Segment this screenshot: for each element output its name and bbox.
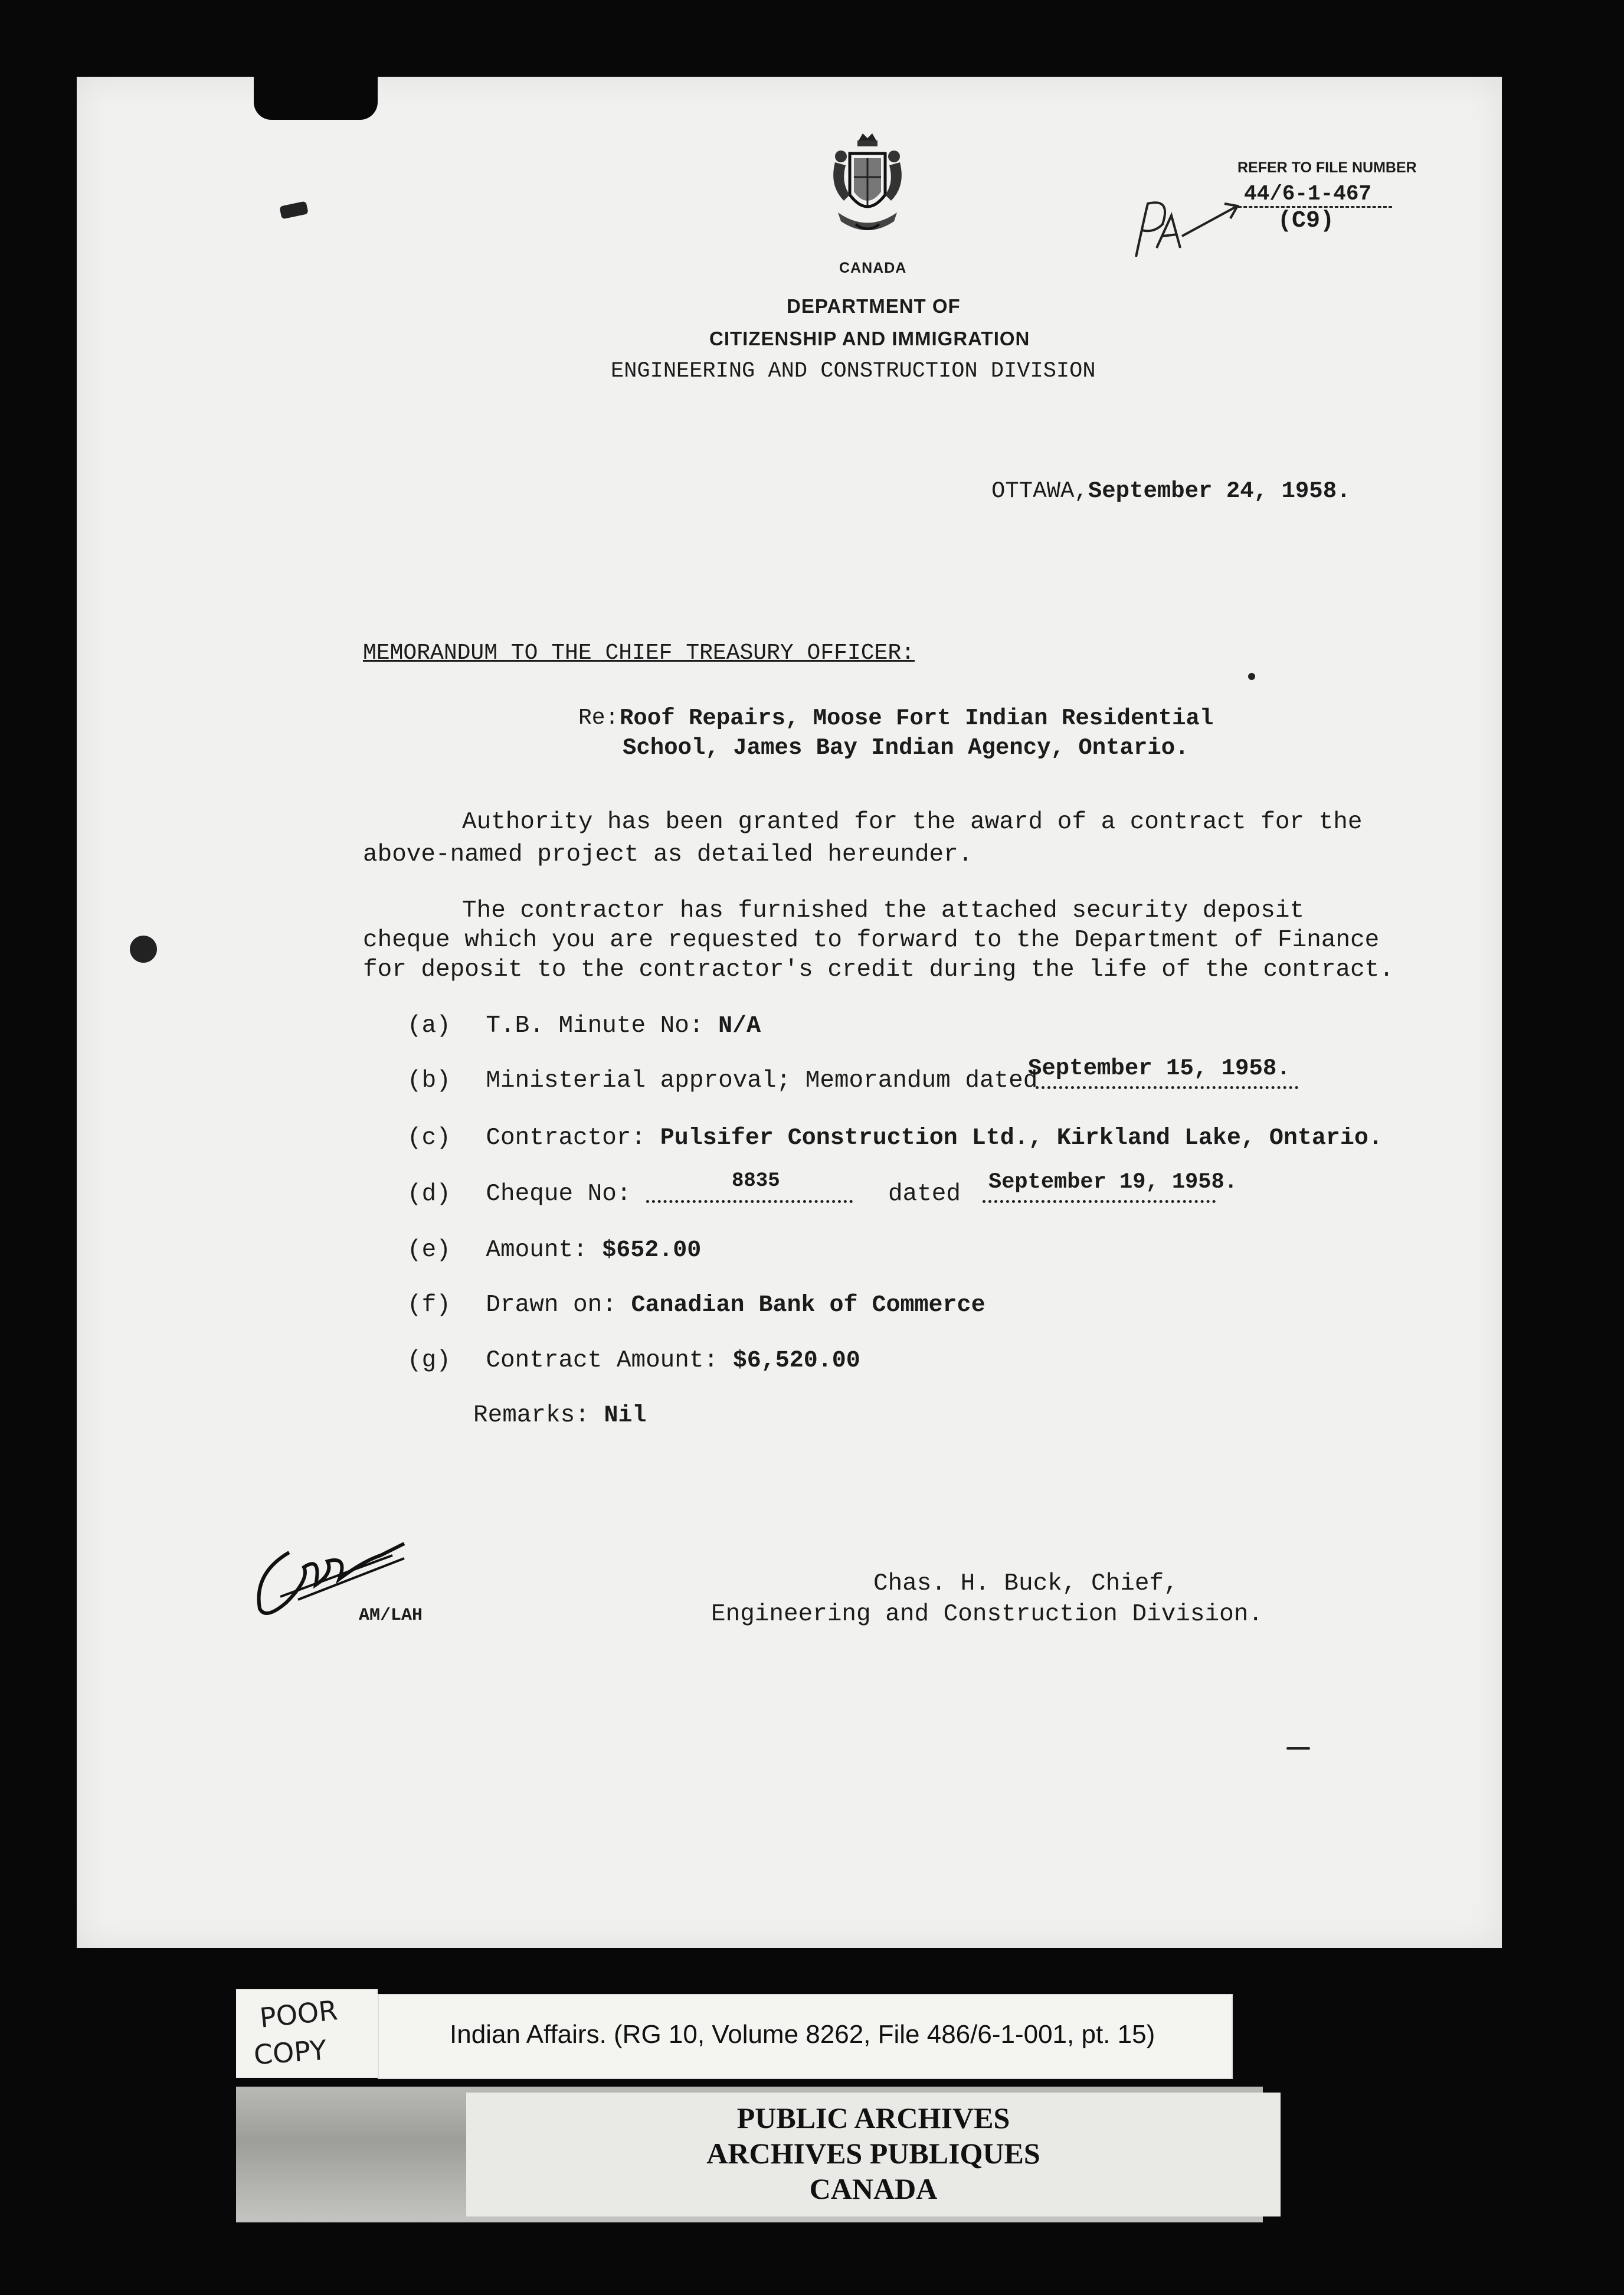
item-c-label: Contractor: [486,1124,646,1152]
item-d-marker: (d) [407,1181,451,1208]
letterhead-department-line2: CITIZENSHIP AND IMMIGRATION [709,328,1030,349]
item-f-label: Drawn on: [486,1292,617,1319]
poor-copy-line1: POOR [258,1994,339,2034]
re-label: Re: [578,705,619,731]
remarks-label: Remarks: [473,1402,590,1429]
date-place: OTTAWA, [991,478,1088,504]
scan-speck [130,936,157,963]
item-d-dated-label: dated [888,1181,961,1208]
item-b [407,1067,1037,1094]
coat-of-arms-icon [823,130,912,248]
stamp-line3: CANADA [809,2172,938,2205]
public-archives-stamp [466,2093,1281,2216]
handwritten-initials-pa [1130,192,1248,263]
memo-heading: MEMORANDUM TO THE CHIEF TREASURY OFFICER: [363,640,915,666]
item-c [407,1124,1383,1152]
scan-speck [279,201,309,219]
item-g-marker: (g) [407,1347,451,1374]
item-c-marker: (c) [407,1124,451,1152]
date-value: September 24, 1958. [1088,478,1351,504]
letterhead-department-line1: DEPARTMENT OF [787,295,961,317]
item-g-value: $6,520.00 [732,1348,860,1374]
item-g [407,1347,860,1374]
signatory-title: Engineering and Construction Division. [711,1601,1263,1628]
item-b-value: September 15, 1958. [1028,1055,1291,1081]
file-ref-suffix: (C9) [1278,208,1335,234]
poor-copy-note [236,1989,378,2078]
item-a-value: N/A [718,1013,761,1039]
archive-reference-text: Indian Affairs. (RG 10, Volume 8262, File 486/6-1-001, pt. 15) [450,2020,1155,2049]
typist-initials: AM/LAH [359,1606,423,1626]
para2-line2: cheque which you are requested to forward to the Department of Finance [363,927,1380,954]
item-b-marker: (b) [407,1067,451,1094]
stamp-line1: PUBLIC ARCHIVES [736,2101,1010,2134]
item-a-label: T.B. Minute No: [486,1012,704,1039]
letterhead-division: ENGINEERING AND CONSTRUCTION DIVISION [611,359,1096,384]
item-e [407,1237,701,1264]
scan-speck [1248,673,1255,680]
item-e-value: $652.00 [602,1237,702,1264]
archive-reference-label [378,1994,1233,2079]
re-line1: Roof Repairs, Moose Fort Indian Residential [620,705,1214,731]
file-ref-number: 44/6-1-467 [1238,182,1392,208]
para1-line1: Authority has been granted for the award of a contract for the [462,809,1363,836]
letterhead-country: CANADA [839,260,907,276]
re-line2: School, James Bay Indian Agency, Ontario. [623,735,1189,761]
item-f-marker: (f) [407,1292,451,1319]
file-ref-label: REFER TO FILE NUMBER [1237,159,1417,176]
item-b-label: Ministerial approval; Memorandum dated [486,1067,1038,1094]
stamp-line2: ARCHIVES PUBLIQUES [706,2137,1040,2170]
item-a [407,1012,761,1039]
item-d-dated-dotted-line [983,1200,1216,1203]
para2-line3: for deposit to the contractor's credit during the life of the contract. [363,956,1394,983]
item-b-dotted-line [1036,1086,1298,1089]
item-d-value: 8835 [732,1170,780,1192]
poor-copy-line2: COPY [253,2034,328,2071]
item-remarks [473,1402,646,1429]
item-f [407,1292,985,1319]
remarks-value: Nil [604,1402,647,1429]
para2-line1: The contractor has furnished the attached security deposit [462,897,1305,924]
item-d [407,1181,631,1208]
item-d-label: Cheque No: [486,1181,631,1208]
item-c-value: Pulsifer Construction Ltd., Kirkland Lake, Ontario. [660,1125,1383,1152]
document-page [77,77,1502,1948]
item-e-label: Amount: [486,1237,588,1264]
date-line [991,478,1351,504]
item-e-marker: (e) [407,1237,451,1264]
item-d-dotted-line [646,1200,853,1203]
item-a-marker: (a) [407,1012,451,1039]
para1-line2: above-named project as detailed hereunder. [363,841,973,868]
item-d-dated-value: September 19, 1958. [988,1170,1237,1195]
signatory-name: Chas. H. Buck, Chief, [873,1570,1178,1597]
scan-speck [1286,1747,1310,1750]
item-g-label: Contract Amount: [486,1347,719,1374]
item-f-value: Canadian Bank of Commerce [631,1292,985,1319]
page-edge-blotch [254,76,378,120]
